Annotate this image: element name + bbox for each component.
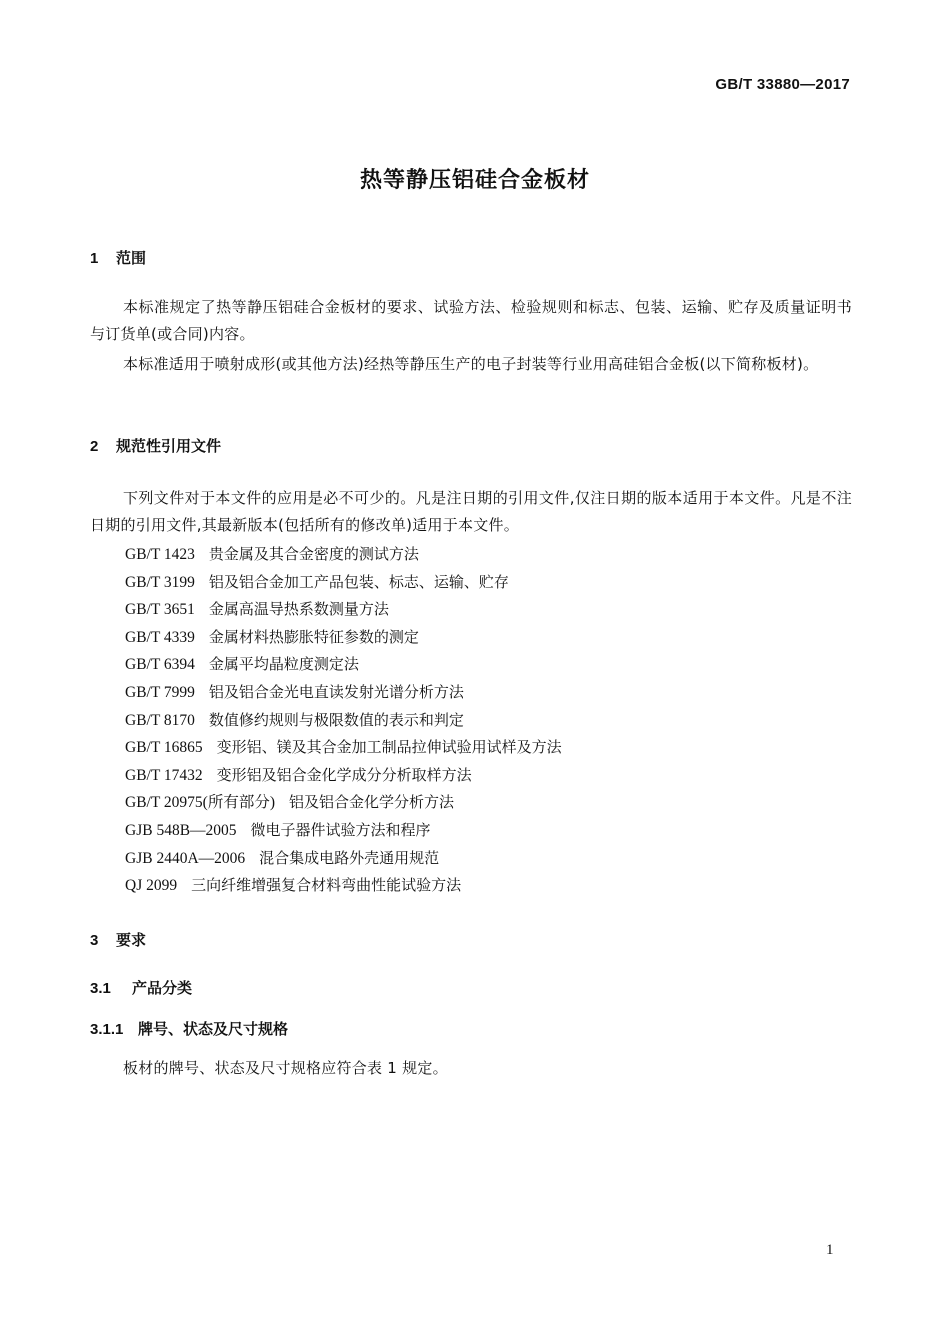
requirements-paragraph: 板材的牌号、状态及尺寸规格应符合表 1 规定。 xyxy=(123,1059,448,1077)
reference-code: QJ 2099 xyxy=(125,877,178,895)
reference-title: 金属高温导热系数测量方法 xyxy=(208,600,389,619)
section-title: 牌号、状态及尺寸规格 xyxy=(138,1020,289,1038)
reference-title: 变形铝、镁及其合金加工制品拉伸试验用试样及方法 xyxy=(216,738,562,757)
normative-references-list xyxy=(125,541,562,900)
section-title: 产品分类 xyxy=(132,979,193,997)
reference-code: GB/T 4339 xyxy=(125,628,195,646)
section-number: 1 xyxy=(90,250,99,267)
reference-item xyxy=(125,679,562,707)
document-title: 热等静压铝硅合金板材 xyxy=(359,168,590,193)
section-1-heading xyxy=(90,247,146,268)
reference-title: 微电子器件试验方法和程序 xyxy=(250,820,431,839)
section-number: 2 xyxy=(90,438,99,455)
reference-code: GB/T 3199 xyxy=(125,573,195,591)
page-number: 1 xyxy=(826,1242,834,1258)
scope-paragraph-1: 本标准规定了热等静压铝硅合金板材的要求、试验方法、检验规则和标志、包装、运输、贮存及质量证明书与订货单(或合同)内容。 xyxy=(90,298,852,343)
reference-code: GJB 2440A—2006 xyxy=(125,849,246,867)
section-number: 3 xyxy=(90,932,99,949)
reference-item xyxy=(125,845,562,873)
reference-item xyxy=(125,734,562,762)
reference-title: 金属材料热膨胀特征参数的测定 xyxy=(208,627,419,646)
reference-title: 铝及铝合金光电直读发射光谱分析方法 xyxy=(208,682,464,701)
reference-item xyxy=(125,872,562,900)
section-3-1-heading xyxy=(90,977,192,998)
reference-title: 铝及铝合金化学分析方法 xyxy=(288,793,454,812)
reference-code: GB/T 8170 xyxy=(125,711,195,729)
references-intro-paragraph: 下列文件对于本文件的应用是必不可少的。凡是注日期的引用文件,仅注日期的版本适用于本文件。凡是不注日期的引用文件,其最新版本(包括所有的修改单)适用于本文件。 xyxy=(90,489,852,534)
reference-title: 金属平均晶粒度测定法 xyxy=(208,655,359,674)
reference-title: 三向纤维增强复合材料弯曲性能试验方法 xyxy=(191,876,462,895)
reference-code: GB/T 6394 xyxy=(125,656,195,674)
standard-code: GB/T 33880—2017 xyxy=(715,76,850,93)
section-number: 3.1.1 xyxy=(90,1021,124,1038)
reference-code: GB/T 17432 xyxy=(125,766,203,784)
reference-title: 变形铝及铝合金化学成分分析取样方法 xyxy=(216,765,472,784)
reference-item xyxy=(125,541,562,569)
reference-code: GB/T 1423 xyxy=(125,546,195,563)
section-title: 范围 xyxy=(116,249,147,267)
reference-code: GJB 548B—2005 xyxy=(125,821,237,839)
reference-title: 贵金属及其合金密度的测试方法 xyxy=(208,545,419,563)
section-3-heading xyxy=(90,929,146,950)
reference-item xyxy=(125,707,562,735)
reference-item xyxy=(125,817,562,845)
section-title: 要求 xyxy=(116,931,147,949)
reference-item xyxy=(125,569,562,597)
reference-title: 数值修约规则与极限数值的表示和判定 xyxy=(208,710,464,729)
section-2-heading xyxy=(90,435,221,456)
reference-code: GB/T 16865 xyxy=(125,739,203,757)
reference-item xyxy=(125,596,562,624)
section-number: 3.1 xyxy=(90,980,111,997)
reference-item xyxy=(125,789,562,817)
reference-title: 铝及铝合金加工产品包装、标志、运输、贮存 xyxy=(208,572,509,591)
reference-code: GB/T 7999 xyxy=(125,683,195,701)
section-3-1-1-heading xyxy=(90,1018,288,1039)
reference-item xyxy=(125,651,562,679)
scope-paragraph-2: 本标准适用于喷射成形(或其他方法)经热等静压生产的电子封装等行业用高硅铝合金板(以下简称板材)。 xyxy=(123,355,819,373)
reference-item xyxy=(125,624,562,652)
reference-code: GB/T 3651 xyxy=(125,601,195,619)
reference-item xyxy=(125,762,562,790)
reference-code: GB/T 20975(所有部分) xyxy=(125,794,275,812)
reference-title: 混合集成电路外壳通用规范 xyxy=(259,848,440,867)
section-title: 规范性引用文件 xyxy=(116,437,222,455)
